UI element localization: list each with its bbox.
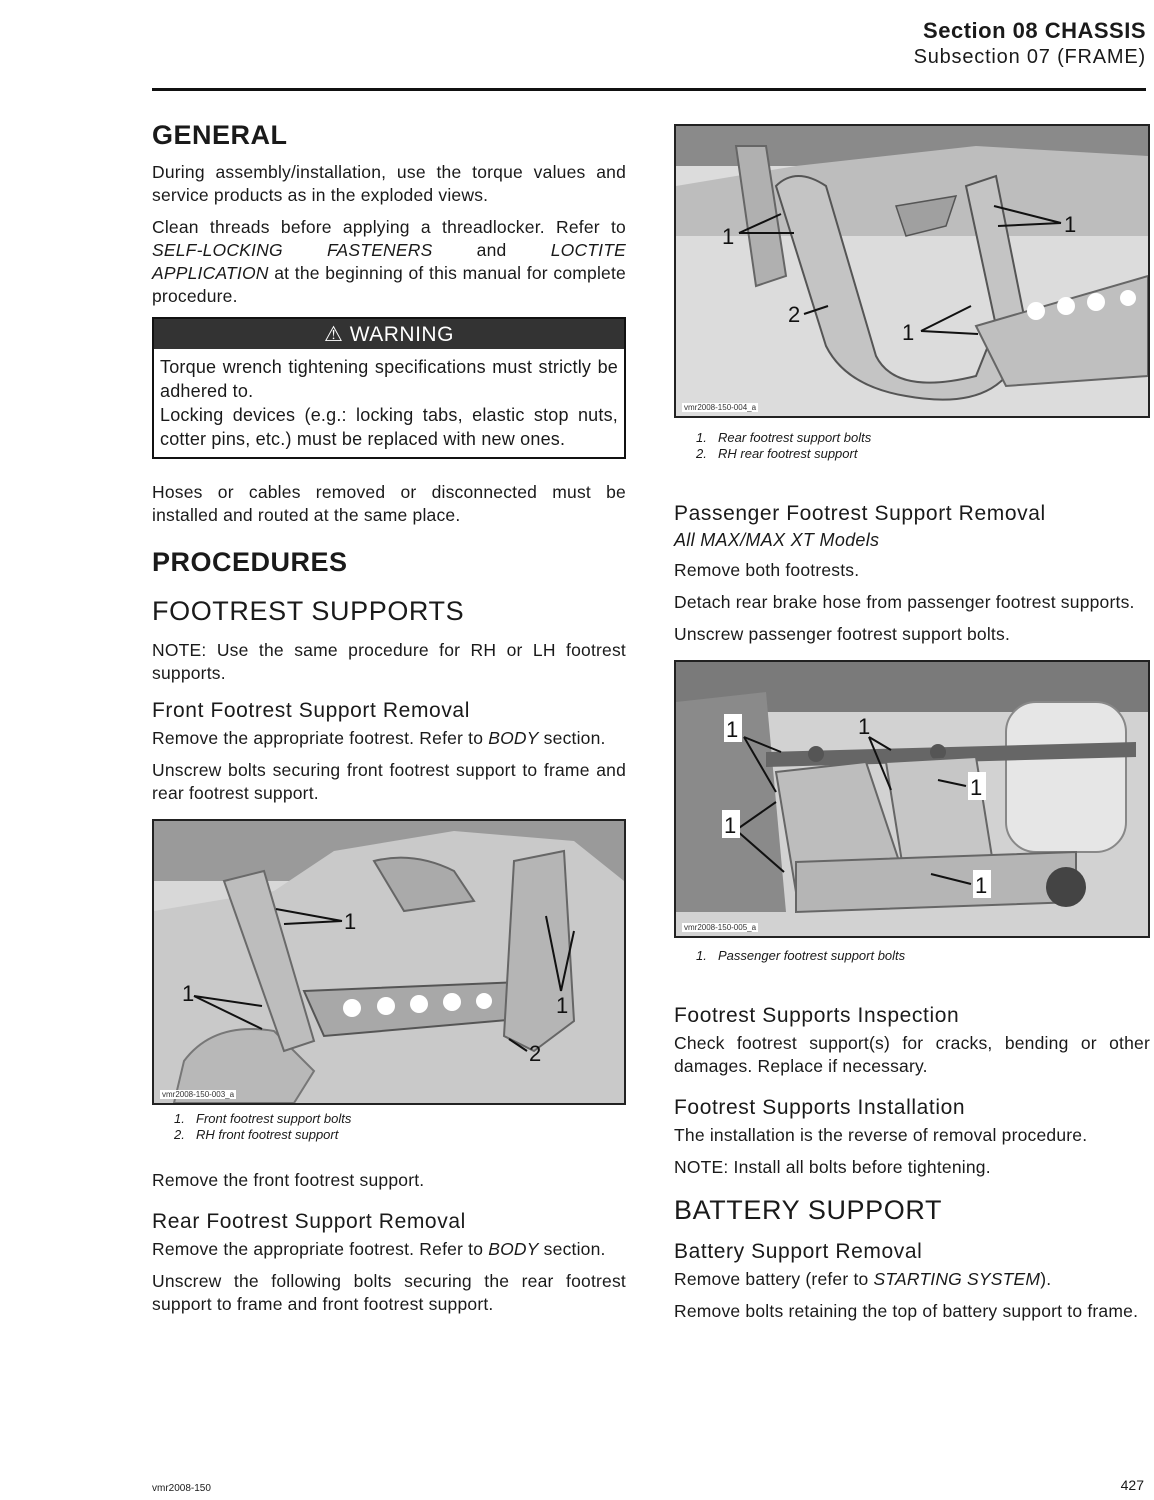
callout-1: 1 — [970, 775, 983, 800]
subsection-title: Subsection 07 (FRAME) — [913, 46, 1146, 68]
warning-heading: ⚠ WARNING — [154, 319, 624, 349]
hoses-paragraph: Hoses or cables removed or disconnected must be installed and routed at the same place. — [152, 482, 626, 525]
rear-paragraph-1 — [152, 1238, 626, 1261]
battery-paragraph-2: Remove bolts retaining the top of battery support to frame. — [674, 1301, 1139, 1321]
callout-1: 1 — [726, 717, 739, 742]
text-run: and — [432, 240, 551, 260]
battery-paragraph-1 — [674, 1268, 1150, 1291]
text-run: at the beginning of this manual for complete procedure. — [152, 263, 626, 306]
callout-2: 2 — [788, 302, 801, 327]
figure-passenger-footrest — [674, 660, 1150, 938]
callout-1: 1 — [182, 981, 195, 1006]
body-reference: BODY — [488, 728, 539, 748]
self-locking-fasteners-reference: SELF-LOCKING FASTENERS — [152, 240, 433, 260]
front-footrest-illustration — [154, 821, 624, 1103]
text-run: Remove the appropriate footrest. Refer to — [152, 1239, 489, 1259]
general-paragraph-2 — [152, 216, 626, 308]
callout-1: 1 — [722, 224, 735, 249]
note-text: Install all bolts before tightening. — [728, 1157, 991, 1177]
figure-rear-footrest — [674, 124, 1150, 418]
legend-text: RH rear footrest support — [718, 446, 858, 461]
passenger-removal-heading: Passenger Footrest Support Removal — [674, 502, 1046, 525]
legend-item — [696, 430, 1150, 446]
callout-1: 1 — [724, 813, 737, 838]
text-run: Remove battery (refer to — [674, 1269, 874, 1289]
battery-removal-heading: Battery Support Removal — [674, 1240, 923, 1263]
procedures-heading: PROCEDURES — [152, 547, 348, 577]
installation-note — [674, 1156, 1150, 1179]
figure-id: vmr2008-150-004_a — [684, 403, 757, 412]
legend-item — [696, 446, 1150, 462]
body-reference: BODY — [488, 1239, 539, 1259]
note-paragraph — [152, 639, 626, 685]
inspection-paragraph: Check footrest support(s) for cracks, bending or other damages. Replace if necessary. — [674, 1033, 1150, 1076]
passenger-paragraph-2: Detach rear brake hose from passenger footrest supports. — [674, 592, 1135, 612]
general-heading: GENERAL — [152, 120, 288, 150]
rear-removal-heading: Rear Footrest Support Removal — [152, 1210, 466, 1233]
front-paragraph-1 — [152, 727, 626, 750]
callout-1: 1 — [975, 873, 988, 898]
legend-text: Passenger footrest support bolts — [718, 948, 906, 963]
front-removal-heading: Front Footrest Support Removal — [152, 699, 470, 722]
text-run: ). — [1040, 1269, 1052, 1289]
document-code: vmr2008-150 — [152, 1483, 211, 1494]
figure-legend — [696, 430, 1150, 462]
footrest-supports-heading: FOOTREST SUPPORTS — [152, 596, 465, 626]
figure-legend — [696, 948, 1150, 964]
figure-id: vmr2008-150-003_a — [162, 1090, 235, 1099]
warning-box — [152, 317, 626, 459]
callout-1: 1 — [858, 714, 871, 739]
legend-number: 2. — [174, 1127, 185, 1142]
legend-item — [174, 1127, 626, 1143]
right-column — [674, 124, 1150, 1332]
starting-system-reference: STARTING SYSTEM — [873, 1269, 1041, 1289]
warning-body — [154, 349, 624, 457]
rear-paragraph-2: Unscrew the following bolts securing the rear footrest support to frame and front footrest support. — [152, 1271, 626, 1314]
note-label: NOTE: — [674, 1157, 729, 1177]
legend-text: Front footrest support bolts — [196, 1111, 352, 1126]
text-run: Remove the appropriate footrest. Refer to — [152, 728, 489, 748]
figure-legend — [174, 1111, 626, 1143]
passenger-footrest-illustration — [676, 662, 1148, 936]
callout-1: 1 — [556, 993, 569, 1018]
page-number: 427 — [1120, 1477, 1144, 1493]
legend-number: 1. — [696, 430, 707, 445]
installation-heading: Footrest Supports Installation — [674, 1096, 966, 1119]
section-title: Section 08 CHASSIS — [923, 18, 1146, 43]
note-label: NOTE: — [152, 640, 207, 660]
figure-front-footrest — [152, 819, 626, 1105]
left-column — [152, 120, 626, 1325]
callout-2: 2 — [529, 1041, 542, 1066]
inspection-heading: Footrest Supports Inspection — [674, 1004, 960, 1027]
legend-number: 1. — [174, 1111, 185, 1126]
text-run: Clean threads before applying a threadlocker. Refer to — [152, 217, 626, 237]
warning-line-1: Torque wrench tightening specifications must strictly be adhered to. — [160, 357, 618, 401]
legend-number: 1. — [696, 948, 707, 963]
text-run: section. — [538, 728, 606, 748]
callout-1: 1 — [1064, 212, 1077, 237]
legend-text: Rear footrest support bolts — [718, 430, 872, 445]
installation-paragraph: The installation is the reverse of removal procedure. — [674, 1125, 1088, 1145]
legend-text: RH front footrest support — [196, 1127, 339, 1142]
rear-footrest-illustration — [676, 126, 1148, 416]
loctite-application-reference: LOCTITE APPLICATION — [152, 240, 626, 283]
header-rule — [152, 88, 1146, 91]
battery-support-heading: BATTERY SUPPORT — [674, 1195, 943, 1225]
legend-item — [174, 1111, 626, 1127]
callout-1: 1 — [902, 320, 915, 345]
front-paragraph-2: Unscrew bolts securing front footrest support to frame and rear footrest support. — [152, 760, 626, 803]
passenger-paragraph-1: Remove both footrests. — [674, 560, 860, 580]
legend-number: 2. — [696, 446, 707, 461]
note-text: Use the same procedure for RH or LH footrest supports. — [152, 640, 626, 683]
general-paragraph-1: During assembly/installation, use the torque values and service products as in the exploded views. — [152, 162, 626, 205]
figure-id: vmr2008-150-005_a — [684, 923, 757, 932]
legend-item — [696, 948, 1150, 964]
passenger-models: All MAX/MAX XT Models — [674, 530, 880, 550]
front-paragraph-3: Remove the front footrest support. — [152, 1170, 425, 1190]
callout-1: 1 — [344, 909, 357, 934]
text-run: section. — [538, 1239, 606, 1259]
warning-line-2: Locking devices (e.g.: locking tabs, elastic stop nuts, cotter pins, etc.) must be replaced with new ones. — [160, 405, 618, 449]
passenger-paragraph-3: Unscrew passenger footrest support bolts. — [674, 624, 1011, 644]
